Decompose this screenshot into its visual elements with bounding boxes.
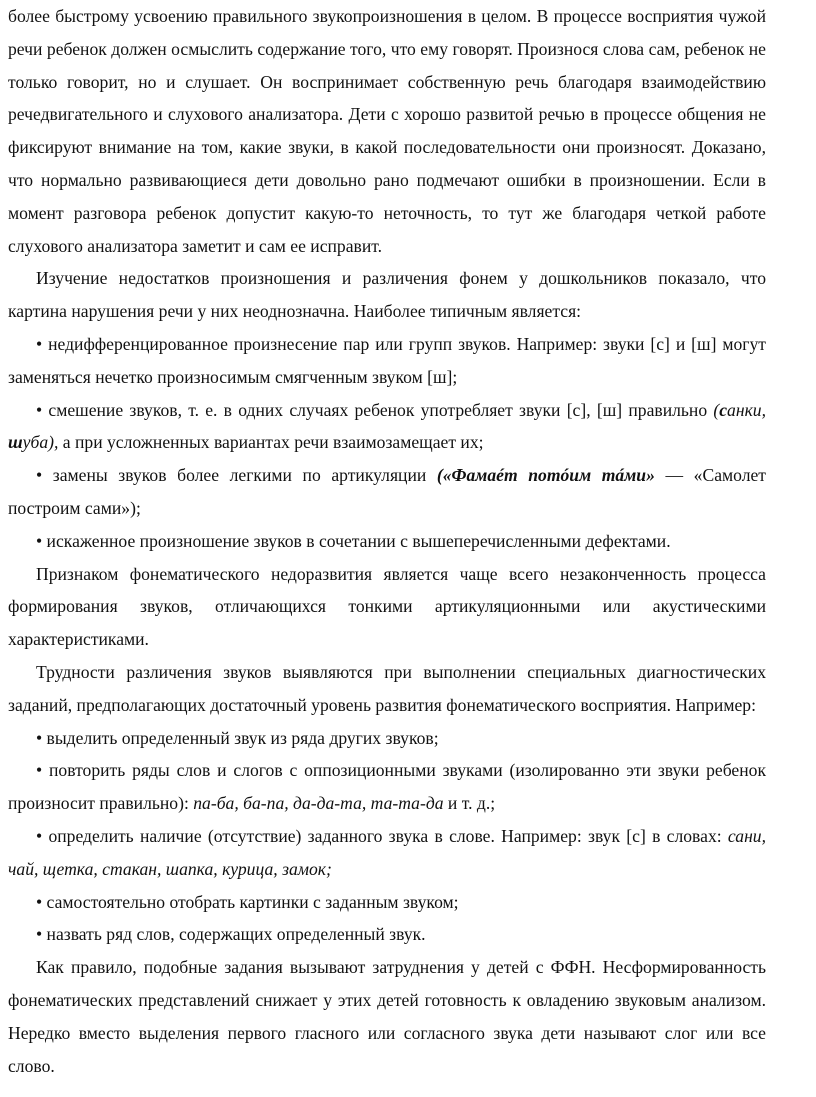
text-run: • замены звуков более легкими по артикуляции (36, 465, 437, 486)
list-item-sound-replacement (8, 459, 766, 525)
text-run: Признаком фонематического недоразвития является чаще всего незаконченность процесса формирования звуков, отличающихся тонкими артикуляционными или акустическими характеристиками. (8, 563, 766, 650)
list-item-select-sound (8, 722, 766, 755)
text-run: Изучение недостатков произношения и различения фонем у дошкольников показало, что картина нарушения речи у них неоднозначна. Наиболее типичным является: (8, 268, 766, 322)
text-run: • определить наличие (отсутствие) заданного звука в слове. Например: звук [с] в словах: (36, 825, 728, 846)
example-italic: сани, чай, щетка, стакан, шапка, курица, замок; (8, 825, 766, 879)
list-item-name-words (8, 918, 766, 951)
list-item-undifferentiated (8, 328, 766, 394)
text-run: • самостоятельно отобрать картинки с заданным звуком; (36, 891, 459, 912)
list-item-distorted-pronunciation (8, 525, 766, 558)
paragraph-conclusion (8, 951, 766, 1082)
text-run: • назвать ряд слов, содержащих определенный звук. (36, 924, 426, 945)
list-item-select-pictures (8, 886, 766, 919)
text-run: • повторить ряды слов и слогов с оппозиционными звуками (изолированно эти звуки ребенок произносит правильно): (8, 760, 766, 814)
text-run: Трудности различения звуков выявляются при выполнении специальных диагностических заданий, предполагающих достаточный уровень развития фонематического восприятия. Например: (8, 661, 766, 715)
example-italic: («Фамаéт потóим тáми» (436, 465, 655, 486)
text-run: — «Самолет построим сами»); (8, 465, 766, 518)
list-item-detect-sound (8, 820, 766, 886)
text-run: и т. д.; (443, 793, 496, 814)
example-italic: анки, (727, 399, 766, 420)
text-run: • выделить определенный звук из ряда других звуков; (36, 727, 439, 748)
text-run: более быстрому усвоению правильного звукопроизношения в целом. В процессе восприятия чужой речи ребенок должен осмыслить содержание того, что ему говорят. Произнося слова сам, ребенок не только говорит, но и слушает. Он воспринимает собственную речь благодаря взаимодействию речедвигательного и слухового анализатора. Дети с хорошо развитой речью в процессе общения не фиксируют внимание на том, какие звуки, в какой последовательности они произносят. Доказано, что нормально развивающиеся дети довольно рано подмечают ошибки в произношении. Если в момент разговора ребенок допустит какую-то неточность, то тут же благодаря четкой работе слухового анализатора заметит и сам ее исправит. (8, 6, 766, 256)
document-page (8, 0, 766, 1082)
example-italic: уба), (22, 432, 59, 453)
list-item-repeat-syllables (8, 754, 766, 820)
example-italic: ( (713, 399, 720, 420)
paragraph-phonemic-underdevelopment (8, 558, 766, 656)
paragraph-speech-perception (8, 0, 766, 262)
list-item-mixing-sounds (8, 394, 766, 460)
text-run: • смешение звуков, т. е. в одних случаях ребенок употребляет звуки [с], [ш] правильно (36, 399, 714, 420)
text-run: а при усложненных вариантах речи взаимозамещает их; (58, 432, 484, 453)
example-bold-letter: ш (8, 432, 23, 453)
example-italic: па-ба, ба-па, да-да-та, та-та-да (193, 793, 444, 814)
example-bold-letter: с (719, 399, 728, 420)
text-run: • недифференцированное произнесение пар или групп звуков. Например: звуки [с] и [ш] могут заменяться нечетко произносимым смягченным звуком [ш]; (8, 333, 766, 387)
text-run: • искаженное произношение звуков в сочетании с вышеперечисленными дефектами. (36, 530, 671, 551)
text-run: Как правило, подобные задания вызывают затруднения у детей с ФФН. Несформированность фонематических представлений снижает у этих детей готовность к овладению звуковым анализом. Нередко вместо выделения первого гласного или согласного звука дети называют слог или все слово. (8, 957, 766, 1076)
paragraph-diagnostic-tasks (8, 656, 766, 722)
paragraph-pronunciation-study (8, 262, 766, 328)
